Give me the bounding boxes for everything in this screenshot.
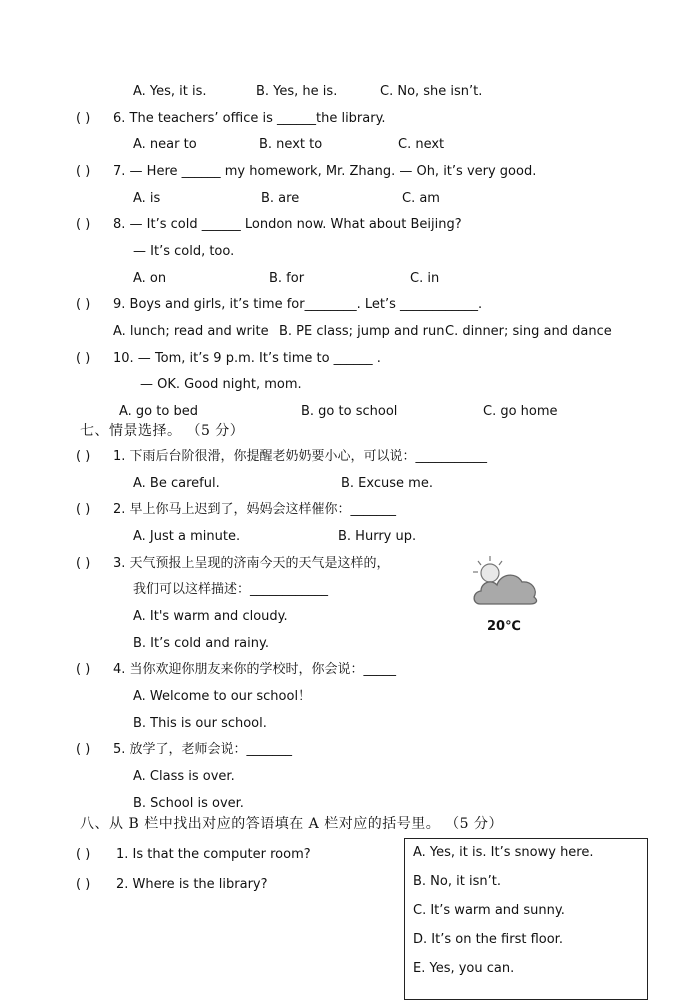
q10-answer-paren[interactable]: ( ) [76,351,91,366]
s7-q3-stem-line2: 我们可以这样描述：____________ [133,582,329,597]
cloud-sun-icon [470,554,540,610]
q10-option-c: C. go home [483,404,558,419]
q9-answer-paren[interactable]: ( ) [76,297,91,312]
s8-a2-answer-paren[interactable]: ( ) [76,877,91,892]
q10-option-a: A. go to bed [119,404,198,419]
section-7-title: 七、情景选择。 （5 分） [80,423,245,439]
q8-answer-paren[interactable]: ( ) [76,217,91,232]
s7-q2-option-a: A. Just a minute. [133,529,241,544]
s8-b-item-d: D. It’s on the first floor. [413,932,563,947]
q9-stem: 9. Boys and girls, it’s time for________. Let’s ____________. [113,297,483,312]
sun-disc [481,564,499,582]
q6-option-c: C. next [398,137,445,152]
s7-q3-option-a: A. It's warm and cloudy. [133,609,288,624]
s7-q1-option-b: B. Excuse me. [341,476,433,491]
s8-b-item-c: C. It’s warm and sunny. [413,903,565,918]
s7-q4-option-a: A. Welcome to our school！ [133,689,312,704]
q7-stem: 7. — Here ______ my homework, Mr. Zhang. — Oh, it’s very good. [113,164,537,179]
q6-stem: 6. The teachers’ office is ______the library. [113,111,386,126]
q6-option-a: A. near to [133,137,197,152]
s7-q5-option-a: A. Class is over. [133,769,235,784]
s8-b-item-e: E. Yes, you can. [413,961,515,976]
s7-q5-option-b: B. School is over. [133,796,244,811]
q8-option-a: A. on [133,271,167,286]
s7-q1-answer-paren[interactable]: ( ) [76,449,91,464]
q7-option-c: C. am [402,191,440,206]
s7-q3-option-b: B. It’s cold and rainy. [133,636,269,651]
q8-option-c: C. in [410,271,440,286]
s7-q1-stem: 1. 下雨后台阶很滑，你提醒老奶奶要小心，可以说：___________ [113,449,488,464]
s7-q1-option-a: A. Be careful. [133,476,220,491]
s7-q4-answer-paren[interactable]: ( ) [76,662,91,677]
q8-option-b: B. for [269,271,305,286]
q8-reply: — It’s cold, too. [133,244,235,259]
s7-q5-answer-paren[interactable]: ( ) [76,742,91,757]
q10-stem: 10. — Tom, it’s 9 p.m. It’s time to ______ . [113,351,381,366]
temperature-label: 20℃ [487,619,521,634]
q9-option-c: C. dinner; sing and dance [445,324,612,339]
q9-option-a: A. lunch; read and write [113,324,269,339]
q5-option-b: B. Yes, he is. [256,84,338,99]
s7-q5-stem: 5. 放学了，老师会说：_______ [113,742,293,757]
s7-q2-option-b: B. Hurry up. [338,529,417,544]
q5-option-c: C. No, she isn’t. [380,84,483,99]
s8-a2-text: 2. Where is the library? [116,877,268,892]
s7-q3-answer-paren[interactable]: ( ) [76,556,91,571]
s7-q4-option-b: B. This is our school. [133,716,267,731]
q10-option-b: B. go to school [301,404,398,419]
s8-b-item-b: B. No, it isn’t. [413,874,501,889]
q10-reply: — OK. Good night, mom. [140,377,302,392]
q6-option-b: B. next to [259,137,323,152]
q8-stem: 8. — It’s cold ______ London now. What about Beijing? [113,217,462,232]
q9-option-b: B. PE class; jump and run [279,324,445,339]
s7-q2-stem: 2. 早上你马上迟到了，妈妈会这样催你：_______ [113,502,397,517]
q5-option-a: A. Yes, it is. [133,84,207,99]
q7-option-a: A. is [133,191,161,206]
q7-answer-paren[interactable]: ( ) [76,164,91,179]
s7-q2-answer-paren[interactable]: ( ) [76,502,91,517]
s8-a1-text: 1. Is that the computer room? [116,847,311,862]
s8-a1-answer-paren[interactable]: ( ) [76,847,91,862]
section-8-title: 八、从 B 栏中找出对应的答语填在 A 栏对应的括号里。 （5 分） [80,816,504,832]
s7-q4-stem: 4. 当你欢迎你朋友来你的学校时，你会说：_____ [113,662,397,677]
q7-option-b: B. are [261,191,300,206]
q6-answer-paren[interactable]: ( ) [76,111,91,126]
s8-b-item-a: A. Yes, it is. It’s snowy here. [413,845,594,860]
s7-q3-stem: 3. 天气预报上呈现的济南今天的天气是这样的， [113,556,390,571]
